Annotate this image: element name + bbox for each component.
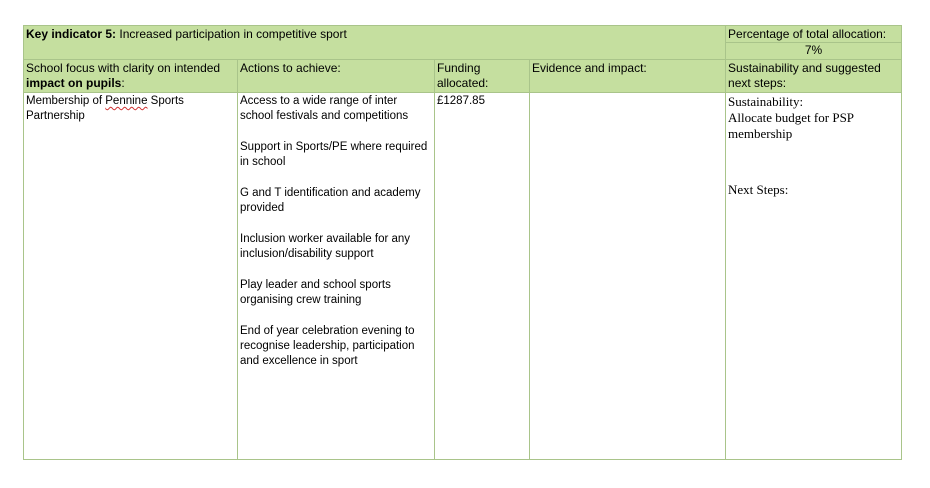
key-indicator-label: Key indicator 5: xyxy=(26,27,117,41)
percentage-value: 7% xyxy=(726,42,901,58)
table-header-row xyxy=(24,26,902,60)
action-item: Support in Sports/PE where required in school xyxy=(240,141,428,168)
action-item: G and T identification and academy provided xyxy=(240,187,421,214)
col-sustainability: Sustainability and suggested next steps: xyxy=(726,60,902,93)
funding-cell: £1287.85 xyxy=(435,93,530,460)
sustainability-heading: Sustainability: xyxy=(728,94,804,109)
evidence-cell xyxy=(530,93,726,460)
school-focus-post: Sports Partnership xyxy=(26,95,184,122)
percentage-label: Percentage of total allocation: xyxy=(728,27,887,41)
col-school-focus-line1: School focus with clarity on intended xyxy=(26,61,221,75)
column-header-row xyxy=(24,60,902,93)
action-item: Access to a wide range of inter school festivals and competitions xyxy=(240,95,409,122)
action-item: End of year celebration evening to recognise leadership, participation and excellence in sport xyxy=(240,325,415,367)
action-item: Play leader and school sports organising crew training xyxy=(240,279,391,306)
col-evidence: Evidence and impact: xyxy=(530,60,726,93)
sustainability-text: Allocate budget for PSP membership xyxy=(728,110,854,141)
col-funding: Funding allocated: xyxy=(435,60,530,93)
school-focus-cell xyxy=(24,93,238,460)
col-actions: Actions to achieve: xyxy=(238,60,435,93)
sustainability-cell xyxy=(726,93,902,460)
actions-cell xyxy=(238,93,435,460)
school-focus-pre: Membership of xyxy=(26,95,106,107)
col-school-focus-bold: impact on pupils xyxy=(26,76,122,90)
key-indicator-title-cell xyxy=(24,26,726,60)
col-school-focus xyxy=(24,60,238,93)
key-indicator-table xyxy=(23,25,902,460)
next-steps-heading: Next Steps: xyxy=(728,182,789,197)
table-body-row xyxy=(24,93,902,460)
action-item: Inclusion worker available for any inclusion/disability support xyxy=(240,233,411,260)
col-school-focus-colon: : xyxy=(121,76,125,90)
key-indicator-text: Increased participation in competitive sport xyxy=(116,27,347,41)
percentage-cell xyxy=(726,26,902,60)
school-focus-flagged-word: Pennine xyxy=(105,95,148,107)
